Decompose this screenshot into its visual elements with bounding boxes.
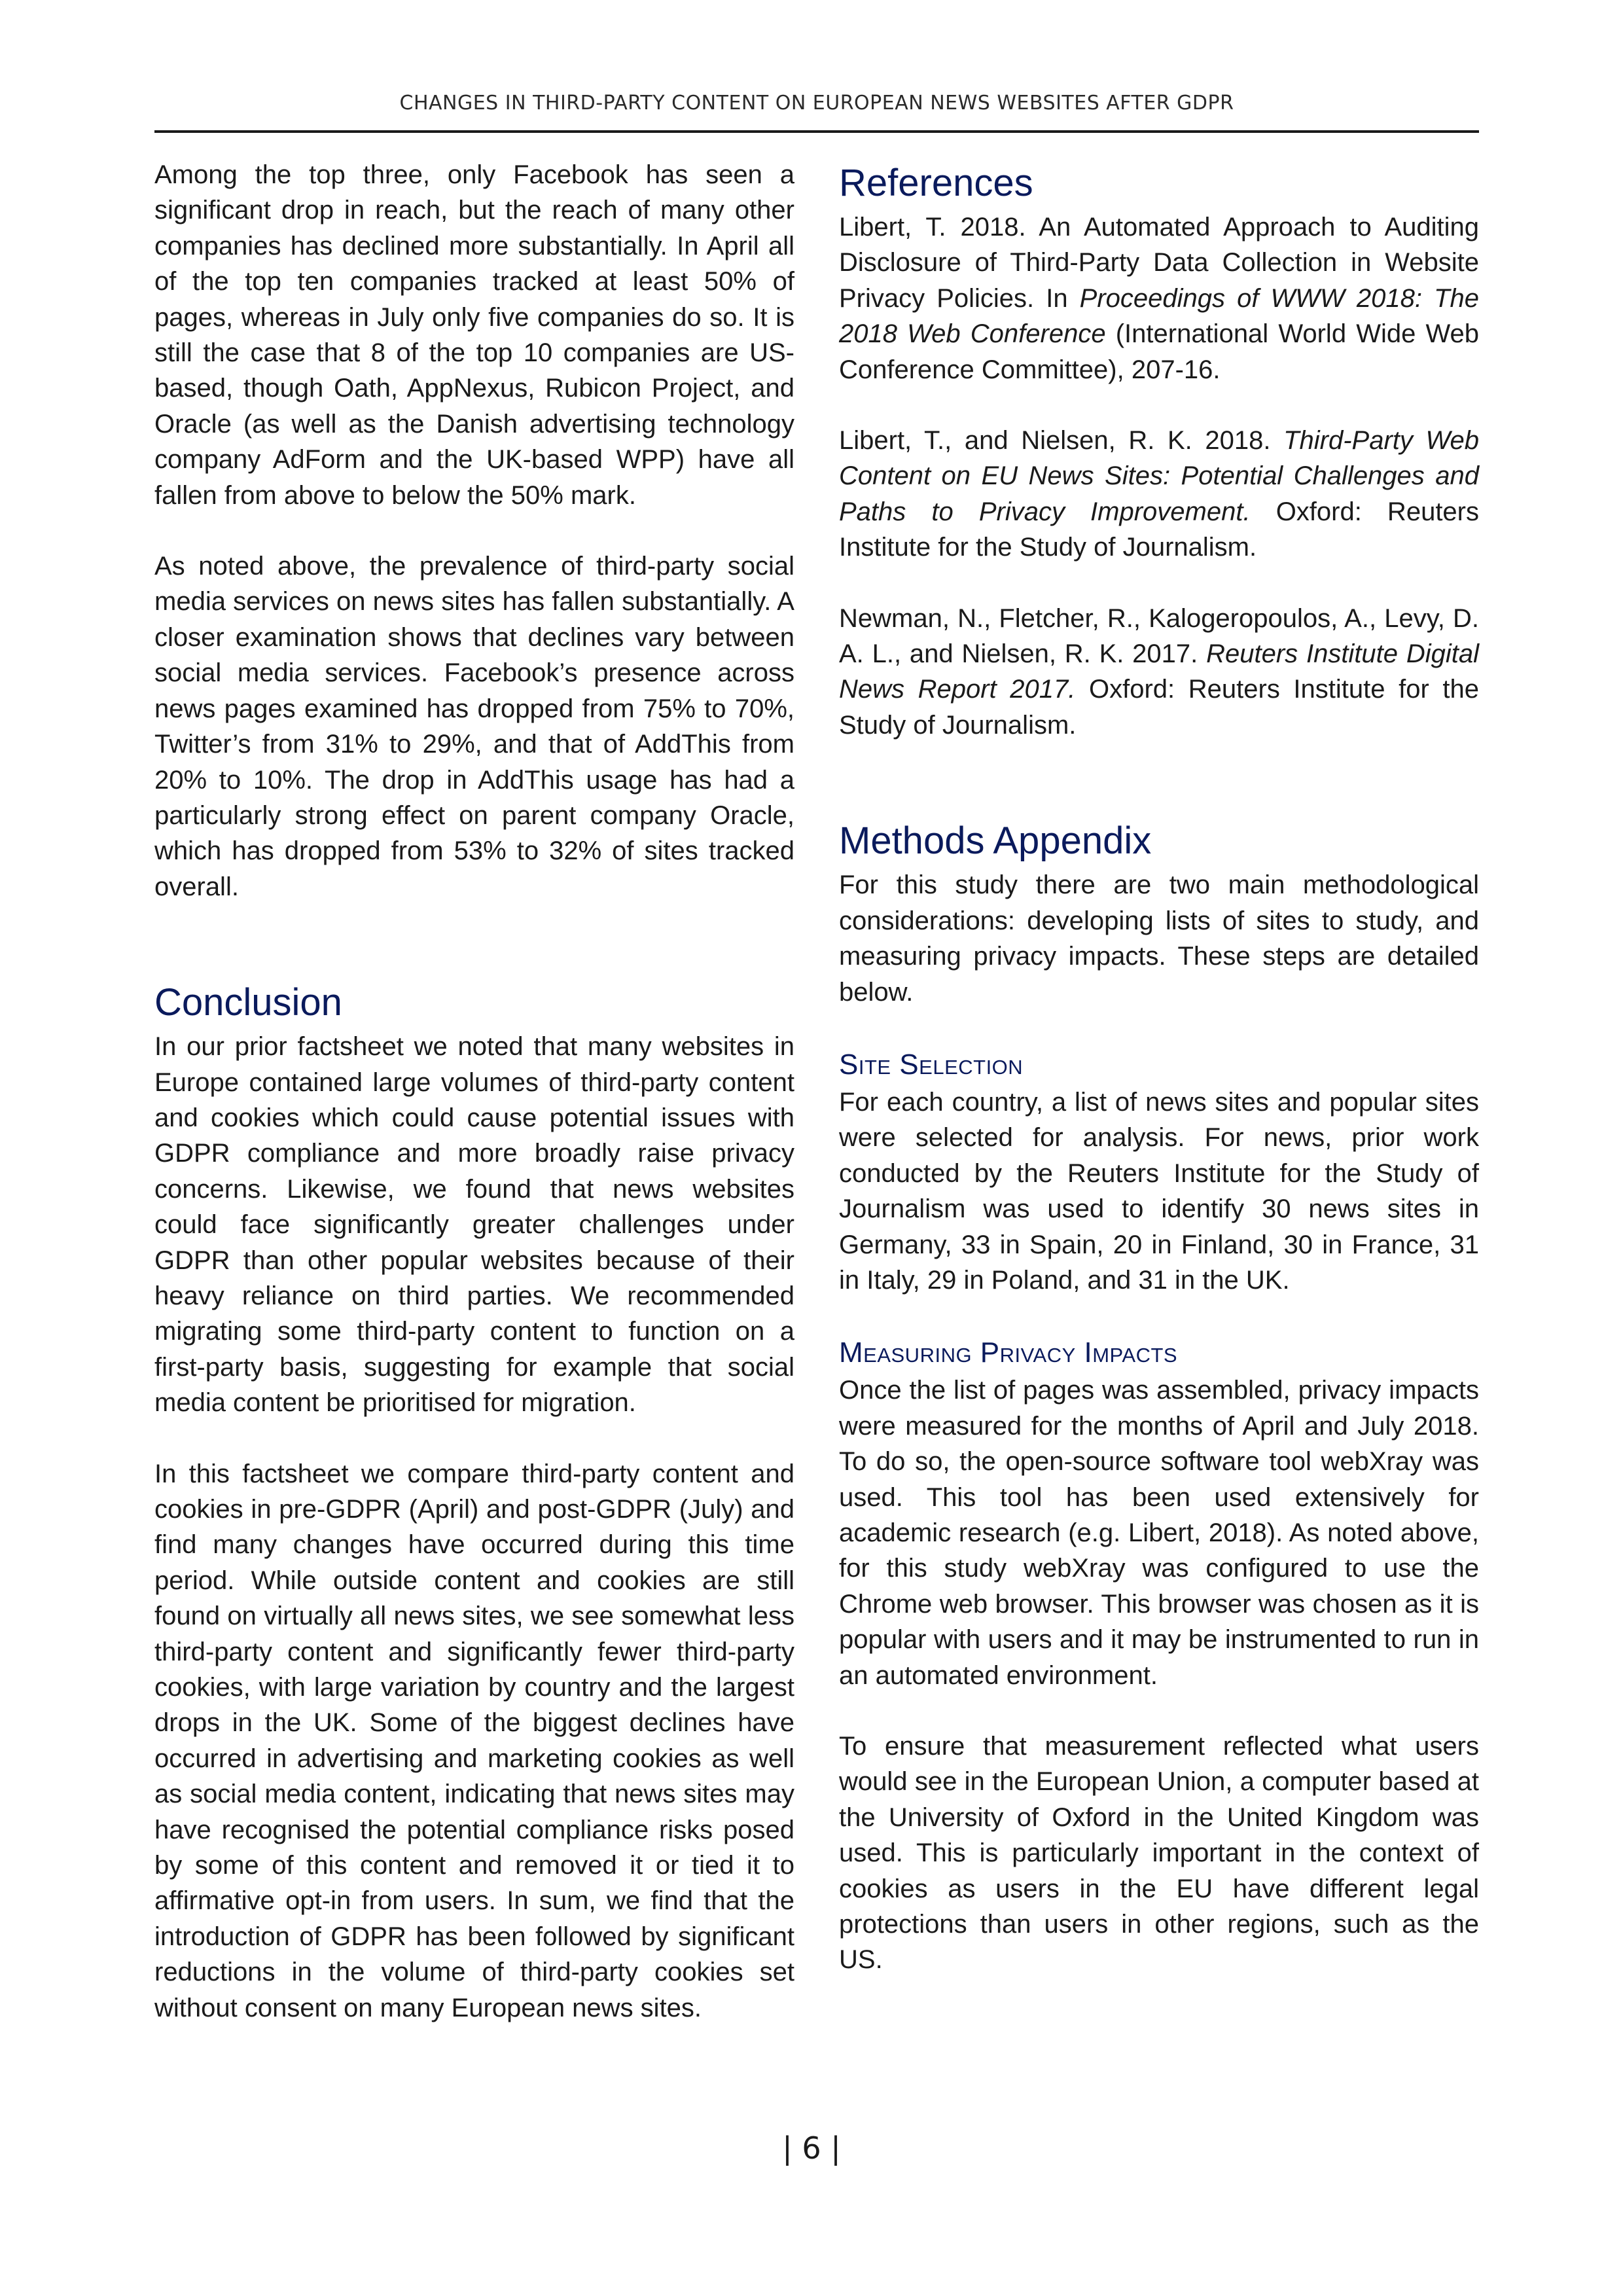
body-paragraph: For each country, a list of news sites and popular sites were selected for analysis. For news, prior work conducted by the Reuters Institute for the Study of Journalism was used to identify 30 news sites in Germany, 33 in Spain, 20 in Finland, 30 in France, 31 in Italy, 29 in Poland, and 31 in the UK. (839, 1087, 1479, 1295)
references-heading: References (839, 162, 1033, 204)
header-rule (154, 130, 1479, 133)
reference-title: Reuters Institute Digital News Report 2017. (839, 639, 1480, 704)
body-paragraph: For this study there are two main methodological considerations: developing lists of sites to study, and measuring privacy impacts. These steps are detailed below. (839, 870, 1479, 1007)
reference-title: Third-Party Web Content on EU News Sites: Potential Challenges and Paths to Privacy Improvement. (839, 426, 1480, 526)
paragraph-spacer (839, 1010, 1479, 1045)
paragraph-spacer (839, 387, 1479, 423)
reference-text: Libert, T., and Nielsen, R. K. 2018. (839, 426, 1284, 456)
paragraph-spacer (839, 565, 1479, 601)
body-paragraph: To ensure that measurement reflected what users would see in the European Union, a computer based at the University of Oxford in the United Kingdom was used. This is particularly important in the context of cookies as users in the EU have different legal protections than users in other regions, such as the US. (839, 1732, 1479, 1975)
methods-appendix-heading: Methods Appendix (839, 819, 1152, 863)
paragraph-spacer (154, 1421, 794, 1456)
left-column (154, 157, 794, 2026)
page-number: | 6 | (782, 2130, 841, 2166)
reference-text: Libert, T. 2018. An Automated Approach to Auditing Disclosure of Third-Party Data Collection in Website Privacy Policies. In (839, 213, 1479, 313)
body-paragraph: In our prior factsheet we noted that many websites in Europe contained large volumes of third-party content and cookies which could cause potential issues with GDPR compliance and more broadly raise privacy concerns. Likewise, we found that news websites could face significantly greater challenges under GDPR than other popular websites because of their heavy reliance on third parties. We recommended migrating some third-party content to function on a first-party basis, suggesting for example that social media content be prioritised for migration. (154, 1032, 794, 1418)
body-paragraph: Among the top three, only Facebook has seen a significant drop in reach, but the reach of many other companies has declined more substantially. In April all of the top ten companies tracked at least 50% of pages, whereas in July only five companies do so. It is still the case that 8 of the top 10 companies are US-based, though Oath, AppNexus, Rubicon Project, and Oracle (as well as the Danish advertising technology company AdForm and the UK-based WPP) have all fallen from above to below the 50% mark. (154, 160, 794, 510)
site-selection-heading: Site Selection (839, 1048, 1024, 1081)
body-paragraph: In this factsheet we compare third-party content and cookies in pre-GDPR (April) and post-GDPR (July) and find many changes have occurred during this time period. While outside content and cookies are still found on virtually all news sites, we see somewhat less third-party content and significantly fewer third-party cookies, with large variation by country and the largest drops in the UK. Some of the biggest declines have occurred in advertising and marketing cookies as well as social media content, indicating that news sites may have recognised the potential compliance risks posed by some of this content and removed it or tied it to affirmative opt-in from users. In sum, we find that the introduction of GDPR has been followed by significant reductions in the volume of third-party cookies set without consent on many European news sites. (154, 1459, 794, 2022)
reference-item (839, 601, 1479, 744)
reference-text: (International World Wide Web Conference Committee), 207-16. (839, 319, 1479, 384)
right-column (839, 157, 1479, 1978)
paragraph-spacer (154, 513, 794, 548)
measuring-privacy-heading: Measuring Privacy Impacts (839, 1336, 1178, 1369)
paragraph-spacer (839, 1298, 1479, 1333)
body-paragraph: As noted above, the prevalence of third-party social media services on news sites has fallen substantially. A closer examination shows that declines vary between social media services. Facebook’s presence across news pages examined has dropped from 75% to 70%, Twitter’s from 31% to 29%, and that of AddThis from 20% to 10%. The drop in AddThis usage has had a particularly strong effect on parent company Oracle, which has dropped from 53% to 32% of sites tracked overall. (154, 552, 794, 901)
section-spacer (154, 905, 794, 977)
reference-text: Oxford: Reuters Institute for the Study of Journalism. (839, 497, 1479, 562)
running-header: CHANGES IN THIRD-PARTY CONTENT ON EUROPEAN NEWS WEBSITES AFTER GDPR (399, 92, 1234, 115)
reference-text: Newman, N., Fletcher, R., Kalogeropoulos, A., Levy, D. A. L., and Nielsen, R. K. 2017. (839, 603, 1479, 669)
reference-item (839, 423, 1479, 565)
reference-text: Oxford: Reuters Institute for the Study of Journalism. (839, 675, 1479, 740)
body-paragraph: Once the list of pages was assembled, privacy impacts were measured for the months of April and July 2018. To do so, the open-source software tool webXray was used. This tool has been used extensively for academic research (e.g. Libert, 2018). As noted above, for this study webXray was configured to use the Chrome web browser. This browser was chosen as it is popular with users and it may be instrumented to run in an automated environment. (839, 1376, 1479, 1690)
reference-item (839, 209, 1479, 387)
paragraph-spacer (839, 1693, 1479, 1729)
section-spacer (839, 743, 1479, 815)
reference-title: Proceedings of WWW 2018: The 2018 Web Conference (839, 283, 1479, 349)
conclusion-heading: Conclusion (154, 981, 342, 1024)
